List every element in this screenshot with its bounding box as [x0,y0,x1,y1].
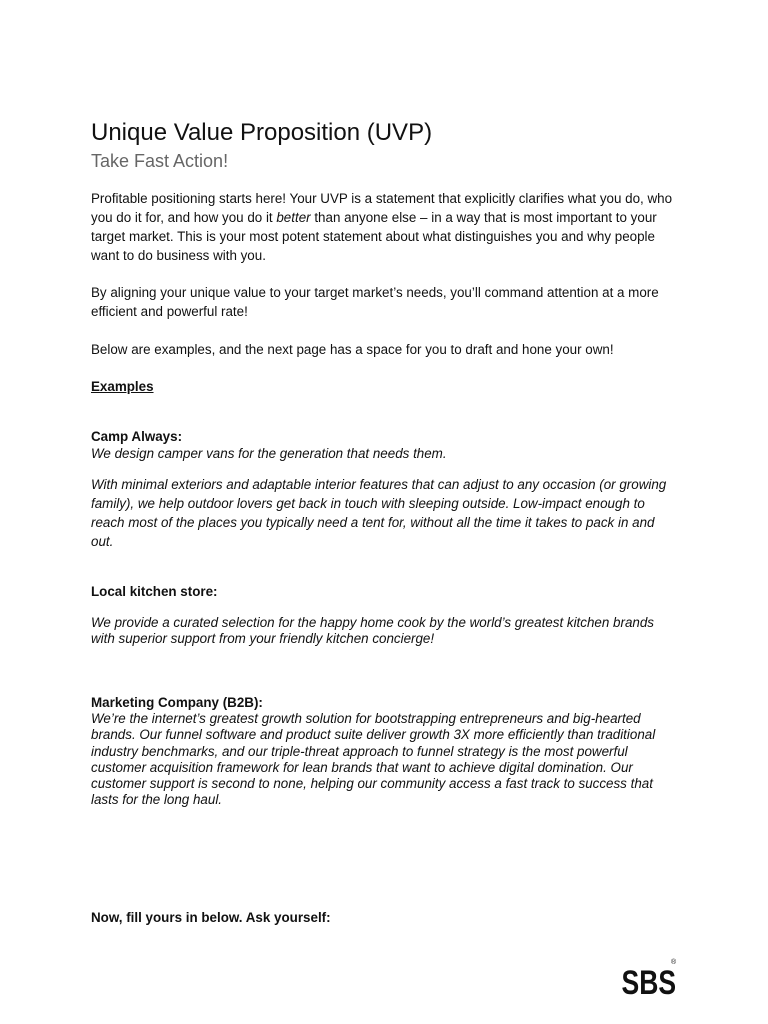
sbs-logo [620,952,680,1002]
page-subtitle: Take Fast Action! [91,151,229,171]
registered-mark: ® [671,959,677,966]
example-label-marketing-company: Marketing Company (B2B): [91,695,263,710]
example-body-marketing-company: We’re the internet’s greatest growth solution for bootstrapping entrepreneurs and big-hearted brands. Our funnel software and product suite deliver growth 3X more efficiently than traditional industry benchmarks, and our triple-threat approach to funnel strategy is the most powerful customer acquisition framework for lean brands that want to achieve digital domination. Our customer support is second to none, helping our community access a fast track to success that lasts for the long haul. [91,711,656,808]
examples-heading: Examples [91,379,154,394]
intro-part2: than anyone else – in a way that is most important to your target market. This is your most potent statement about what distinguishes you and why people want to do business with you. [91,210,657,263]
example-body-kitchen-store: We provide a curated selection for the happy home cook by the world’s greatest kitchen brands with superior support from your friendly kitchen concierge! [91,615,654,647]
example-tagline-camp-always: We design camper vans for the generation that needs them. [91,446,447,461]
intro-emphasis: better [276,210,311,225]
page-title: Unique Value Proposition (UVP) [91,119,433,146]
example-label-kitchen-store: Local kitchen store: [91,584,218,599]
below-paragraph: Below are examples, and the next page has a space for you to draft and hone your own! [91,342,614,357]
intro-part1: Profitable positioning starts here! Your UVP is a statement that explicitly clarifies what you do, who you do it for, and how you do it [91,191,673,225]
sbs-logo-text: SBS [621,963,677,1002]
example-label-camp-always: Camp Always: [91,429,183,444]
alignment-paragraph: By aligning your unique value to your target market’s needs, you’ll command attention at a more efficient and powerful rate! [91,285,659,319]
example-body-camp-always: With minimal exteriors and adaptable interior features that can adjust to any occasion (or growing family), we help outdoor lovers get back in touch with sleeping outside. Low-impact enough to reach most of the places you typically need a tent for, without all the time it takes to pack in and out. [91,477,667,549]
intro-paragraph [91,189,681,265]
fill-prompt: Now, fill yours in below. Ask yourself: [91,910,331,925]
